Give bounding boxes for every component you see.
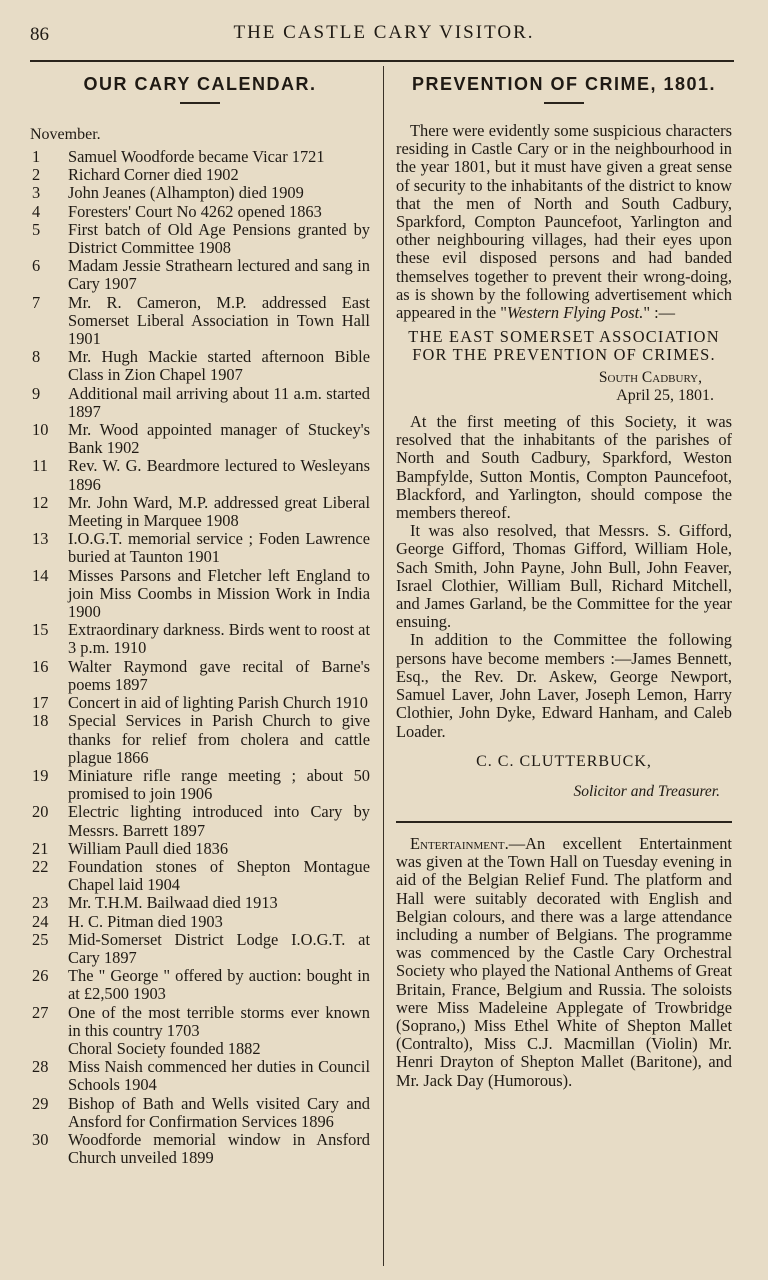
calendar-entry-day: 6 [32,256,41,276]
members-paragraph: In addition to the Committee the following persons have become members :—James Bennett, Esq., the Rev. Dr. Askew, George Newport, Samuel Laver, John Laver, Joseph Lemon, Harry Clothier, John Dyke, Edward Hanham, and Caleb Loader. [396,630,732,741]
signatory-role: Solicitor and Treasurer. [573,782,720,800]
calendar-entry-text: Mr. R. Cameron, M.P. addressed East Somerset Liberal Association in Town Hall 1901 [68,292,370,349]
calendar-entries [30,148,370,1167]
dateline-date: April 25, 1801. [616,386,714,404]
crime-intro-main: There were evidently some suspicious characters residing in Castle Cary or in the neighbourhood in the year 1801, but it must have given a great sense of security to the inhabitants of the district to know that the men of North and South Cadbury, Sparkford, Compton Pauncefoot, Yarlington and other neighbouring villages, had their eyes upon these evil disposed persons and had banded themselves together to prevent their wrong-doing, as is shown by the following advertisement which appeared in the " [396,121,732,323]
calendar-entry-day: 14 [32,565,49,585]
calendar-entry-day: 10 [32,420,49,440]
calendar-entry [30,694,370,712]
calendar-entry [30,967,370,1003]
calendar-entry-day: 30 [32,1129,49,1149]
crime-title-rule [544,102,584,104]
calendar-entry-text: Richard Corner died 1902 [68,165,239,185]
calendar-entry [30,1095,370,1131]
calendar-entry-text: Foundation stones of Shepton Montague Chapel laid 1904 [68,856,370,895]
crime-title: PREVENTION OF CRIME, 1801. [411,74,717,94]
calendar-entry [30,203,370,221]
calendar-entry-text: Additional mail arriving about 11 a.m. started 1897 [68,383,370,421]
calendar-entry-day: 22 [32,856,49,876]
calendar-entry-day: 19 [32,765,49,785]
calendar-column [30,70,370,1167]
resolution-paragraph: At the first meeting of this Society, it was resolved that the inhabitants of the parishes of North and South Cadbury, Sparkford, Weston Bampfylde, Sutton Montis, Compton Pauncefoot, Blackford, and Yarlington, should compose the members thereof. [396,412,732,523]
entertainment-paragraph [396,835,732,1090]
header-rule [30,60,734,62]
crime-intro-source: Western Flying Post. [506,303,644,323]
calendar-entry-text: Misses Parsons and Fletcher left England to join Miss Coombs in Mission Work in India 1900 [68,565,370,622]
calendar-entry-day: 4 [32,201,41,221]
column-divider [383,66,384,1266]
calendar-entry-day: 15 [32,620,49,640]
calendar-entry-text: Walter Raymond gave recital of Barne's poems 1897 [68,656,370,694]
calendar-entry-text: Foresters' Court No 4262 opened 1863 [68,201,322,221]
calendar-entry [30,1004,370,1040]
calendar-entry [30,621,370,657]
calendar-entry-day: 21 [32,838,49,858]
page-number: 86 [30,24,49,45]
calendar-entry-text: Mr. John Ward, M.P. addressed great Liberal Meeting in Marquee 1908 [68,492,370,531]
calendar-entry [30,931,370,967]
calendar-entry-text: Rev. W. G. Beardmore lectured to Wesleyans 1896 [68,456,370,494]
calendar-entry-text: Mr. T.H.M. Bailwaad died 1913 [68,893,278,913]
calendar-entry-text: Mr. Wood appointed manager of Stuckey's Bank 1902 [68,420,370,458]
calendar-entry-text: Madam Jessie Strathearn lectured and sang in Cary 1907 [68,256,370,294]
crime-intro [396,122,732,322]
calendar-entry [30,494,370,530]
calendar-entry [30,457,370,493]
calendar-entry [30,840,370,858]
calendar-entry-text: I.O.G.T. memorial service ; Foden Lawrence buried at Taunton 1901 [68,529,370,567]
calendar-entry-day: 20 [32,802,49,822]
signatory-name: C. C. CLUTTERBUCK, [476,752,652,770]
calendar-entry [30,348,370,384]
calendar-entry-day: 23 [32,893,49,913]
calendar-entry-day: 16 [32,656,49,676]
calendar-entry-day: 8 [32,347,41,367]
calendar-entry-day: 7 [32,292,41,312]
calendar-entry [30,1058,370,1094]
calendar-entry-day: 1 [32,147,41,166]
calendar-entry [30,166,370,184]
calendar-entry [30,658,370,694]
committee-paragraph: It was also resolved, that Messrs. S. Gifford, George Gifford, Thomas Gifford, William Hole, Sach Smith, John Payne, John Bull, John Feaver, Israel Clothier, William Bull, Richard Mitchell, and James Garland, be the Committee for the year ensuing. [396,521,732,632]
calendar-entry-text: Electric lighting introduced into Cary by Messrs. Barrett 1897 [68,802,370,840]
calendar-entry-text: Woodforde memorial window in Ansford Church unveiled 1899 [68,1129,370,1168]
calendar-entry-text: Miss Naish commenced her duties in Council Schools 1904 [68,1057,370,1095]
entertainment-title: Entertainment. [410,833,509,853]
calendar-title: OUR CARY CALENDAR. [83,74,317,94]
calendar-entry-text: H. C. Pitman died 1903 [68,911,223,931]
calendar-entry-day: 3 [32,183,41,203]
calendar-title-rule [180,102,220,104]
calendar-entry-day: 24 [32,911,49,931]
calendar-entry-day: 18 [32,711,49,731]
calendar-entry [30,1131,370,1167]
calendar-entry-text: John Jeanes (Alhampton) died 1909 [68,183,304,203]
calendar-entry [30,148,370,166]
calendar-entry [30,1040,370,1058]
dateline-place: South Cadbury, [598,368,702,386]
calendar-entry-day: 26 [32,966,49,986]
calendar-entry-text: Mid-Somerset District Lodge I.O.G.T. at Cary 1897 [68,929,370,967]
calendar-entry-day: 27 [32,1002,49,1022]
association-name: THE EAST SOMERSET ASSOCIATION FOR THE PREVENTION OF CRIMES. [408,327,720,365]
calendar-entry-text: Bishop of Bath and Wells visited Cary and Ansford for Confirmation Services 1896 [68,1093,370,1131]
calendar-entry [30,184,370,202]
calendar-entry-day: 9 [32,383,41,403]
calendar-entry-text: One of the most terrible storms ever known in this country 1703 [68,1002,370,1040]
entertainment-body: —An excellent Entertainment was given at the Town Hall on Tuesday evening in aid of the Belgian Relief Fund. The platform and Hall were suitably decorated with English and Belgian colours, and there was a large attendance including a number of Belgians. The programme was commenced by the Castle Cary Orchestral Society who played the National Anthems of Great Britain, France, Belgium and Russia. The soloists were Miss Madeleine Applegate of Trowbridge (Soprano,) Miss Ethel White of Shepton Mallet (Contralto), Miss C.J. Macmillan (Violin) Mr. Henri Drayton of Shepton Mallet (Baritone), and Mr. Jack Day (Humorous). [396,833,732,1090]
calendar-entry [30,712,370,767]
calendar-entry [30,567,370,622]
calendar-entry-day: 5 [32,219,41,239]
calendar-entry-text: First batch of Old Age Pensions granted by District Committee 1908 [68,219,370,258]
entertainment-rule [396,821,732,823]
running-title: THE CASTLE CARY VISITOR. [233,22,535,43]
calendar-entry [30,767,370,803]
calendar-entry-day: 13 [32,529,49,549]
calendar-entry [30,803,370,839]
calendar-entry-day: 2 [32,165,41,185]
calendar-entry-text: William Paull died 1836 [68,838,229,858]
calendar-entry-text: Special Services in Parish Church to give thanks for relief from cholera and cattle plague 1866 [68,711,370,767]
calendar-entry [30,294,370,349]
calendar-entry [30,421,370,457]
calendar-entry-day: 12 [32,492,49,512]
calendar-entry-day: 17 [32,693,49,713]
calendar-entry [30,530,370,566]
calendar-entry-text: Miniature rifle range meeting ; about 50 promised to join 1906 [68,765,370,804]
crime-intro-end: " :— [643,303,676,323]
calendar-entry-day: 11 [32,456,48,476]
calendar-entry-text: Samuel Woodforde became Vicar 1721 [68,147,325,166]
calendar-entry-day: 28 [32,1057,49,1077]
calendar-entry [30,858,370,894]
calendar-entry-day: 29 [32,1093,49,1113]
calendar-entry [30,221,370,257]
calendar-entry-text: Choral Society founded 1882 [68,1038,261,1058]
calendar-entry-text: Mr. Hugh Mackie started afternoon Bible Class in Zion Chapel 1907 [68,347,370,385]
calendar-entry-text: Extraordinary darkness. Birds went to roost at 3 p.m. 1910 [68,620,370,658]
calendar-entry-day [30,1040,68,1058]
calendar-entry-text: Concert in aid of lighting Parish Church 1910 [68,693,369,713]
calendar-entry-day: 25 [32,929,49,949]
calendar-entry [30,385,370,421]
calendar-month: November. [30,126,101,143]
calendar-entry [30,257,370,293]
calendar-entry [30,913,370,931]
crime-column [396,70,732,1090]
calendar-entry [30,894,370,912]
calendar-entry-text: The " George " offered by auction: bought in at £2,500 1903 [68,966,370,1004]
